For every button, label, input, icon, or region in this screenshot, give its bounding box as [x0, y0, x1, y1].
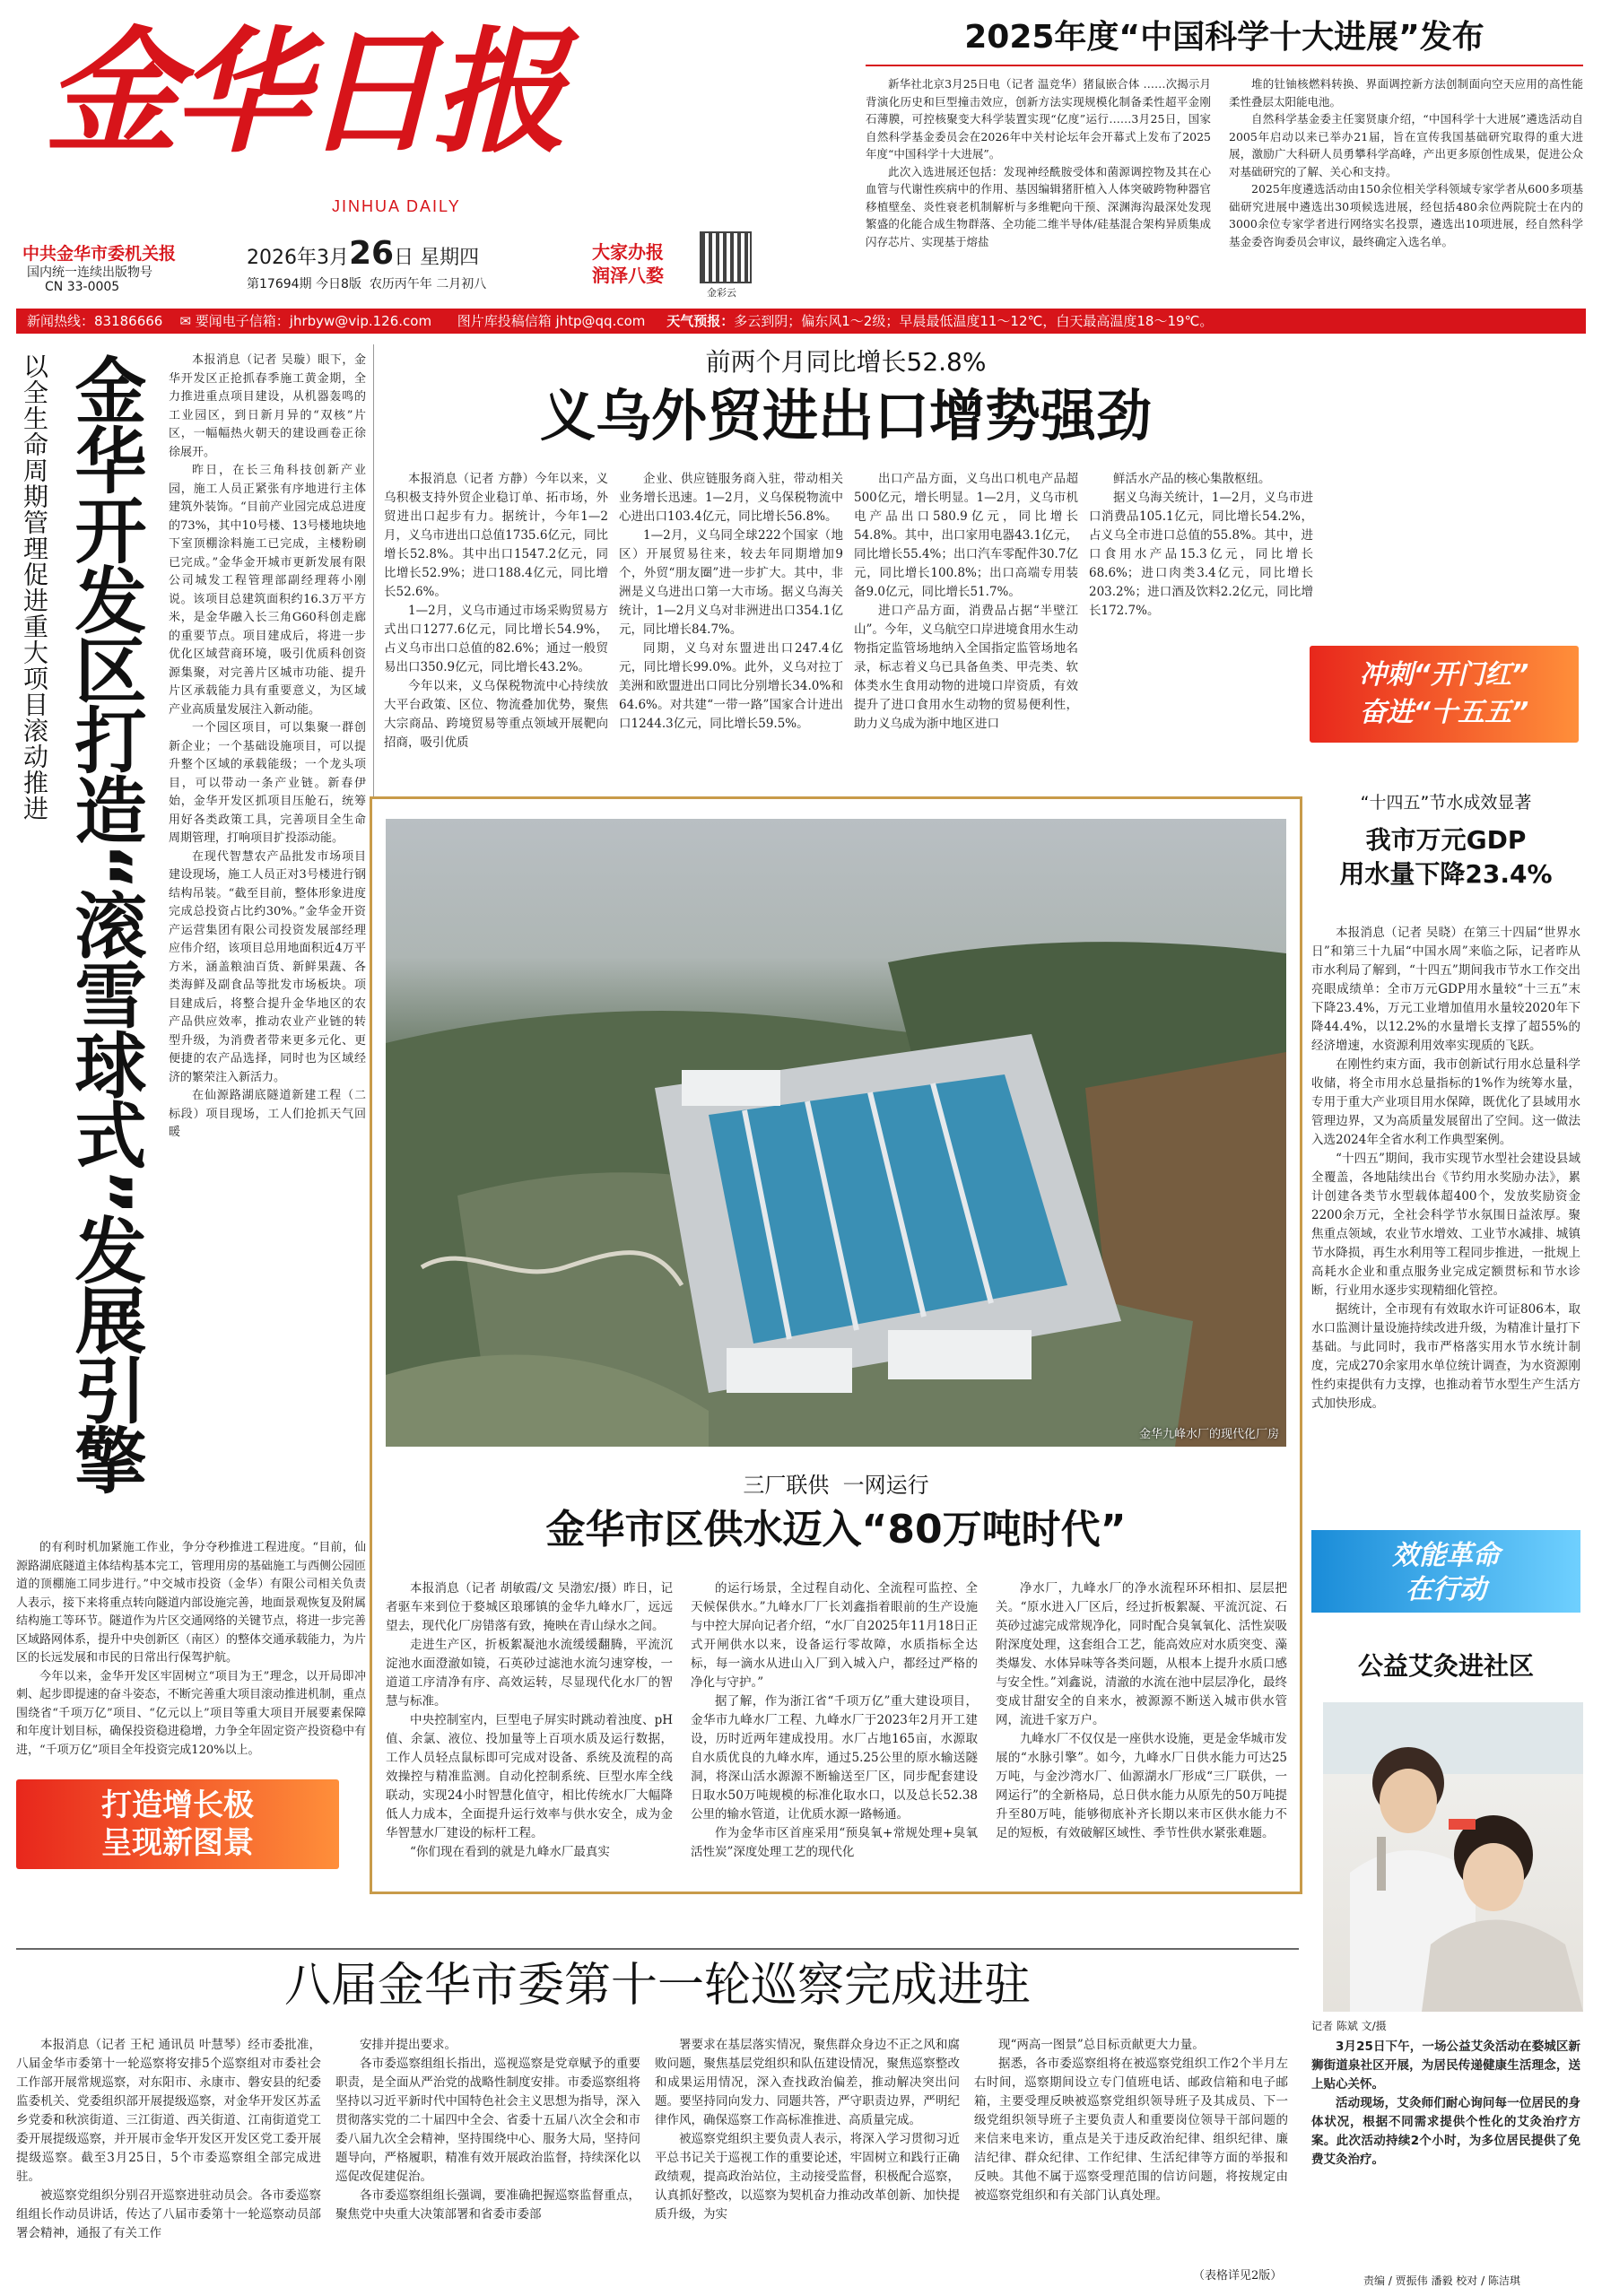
date-day: 26	[349, 235, 395, 272]
left-story-col1	[169, 352, 366, 1143]
issue-date	[247, 235, 479, 272]
sprint-banner-line-1: 冲刺“开门红”	[1359, 659, 1529, 691]
center-top-col3	[854, 470, 1078, 734]
water-story-col1	[386, 1579, 673, 1862]
left-story-subtitle: 以全生命周期管理促进重大项目滚动推进	[20, 353, 49, 822]
paragraph: 据了解，作为浙江省“千项万亿”重大建设项目，金华市九峰水厂工程、九峰水厂于2023年2月开工建设，历时近两年建成投用。水厂占地165亩，水源取自水质优良的九峰水库，通过5.25公里的原水输送隧洞，将深山活水源源不断输送至厂区，同步配套建设日取水50万吨规模的标准化取水口，以及总长52.38公里的输水管道，让优质水源一路畅通。	[691, 1694, 978, 1822]
moxibustion-body	[1311, 2038, 1580, 2170]
paragraph: 本报消息（记者 王杞 通讯员 叶慧琴）经市委批准，八届金华市委第十一轮巡察将安排5个巡察组对市委社会工作部开展常规巡察，对东阳市、永康市、磐安县的纪委监委机关、党委组织部开展提级巡察，对金华开发区苏孟乡党委和秋滨街道、三江街道、西关街道、江南街道党工委开展提级巡察，并开展市金华开发区开发区党工委开展提级巡察。截至3月25日，5个市委巡察组全部完成进驻。	[16, 2038, 321, 2184]
news-email[interactable]: 要闻电子信箱：jhrbyw@vip.126.com	[195, 313, 432, 329]
paragraph: 各市委巡察组组长指出，巡视巡察是党章赋予的重要职责，是全面从严治党的战略性制度安排。市委巡察组将坚持以习近平新时代中国特色社会主义思想为指导，深入贯彻落实党的二十届四中全会、省委十五届八次全会和市委八届九次全会精神，坚持围绕中心、服务大局，坚持问题导向，严格履职，精准有效开展政治监督，持续深化以巡促改促建促治。	[335, 2057, 640, 2184]
center-top-col2	[619, 470, 843, 734]
water-plant-illustration	[386, 819, 1286, 1447]
top-story-col1	[866, 75, 1211, 250]
serial-label: 国内统一连续出版物号	[27, 265, 152, 280]
sprint-banner[interactable]	[1310, 646, 1579, 743]
paragraph: 的运行场景，全过程自动化、全流程可监控、全天候保供水。”九峰水厂厂长刘鑫指着眼前的生产设施与中控大屏向记者介绍，“水厂自2025年11月18日正式开闸供水以来，设备运行零故障，水质指标全达标，每一滴水从进山入厂到入城入户，都经过严格的净化与守护。”	[691, 1581, 978, 1690]
paragraph: 现“两高一图景”总目标贡献更大力量。	[998, 2038, 1205, 2052]
paragraph: 据义乌海关统计，1—2月，义乌市进口消费品105.1亿元，同比增长54.2%，占义乌全市进口总值的55.8%。其中，进口食用水产品15.3亿元，同比增长68.6%；进口肉类3.4亿元，同比增长203.2%；进口酒及饮料2.2亿元，同比增长172.7%。	[1089, 491, 1313, 618]
water-saving-story	[1311, 789, 1580, 1534]
paragraph: 今年以来，金华开发区牢固树立“项目为王”理念，以开局即冲刺、起步即提速的奋斗姿态，不断完善重大项目滚动推进机制，重点围绕省“千项万亿”项目、“亿元以上”项目等重大项目开展要素保障和年度计划目标，确保投资稳进稳增，力争全年固定资产投资稳中有进，“千项万亿”项目全年投资完成120%以上。	[16, 1669, 366, 1757]
slogan-line-2: 润泽八婺	[592, 265, 664, 286]
paragraph: 九峰水厂不仅仅是一座供水设施，更是金华城市发展的“水脉引擎”。如今，九峰水厂日供水能力可达25万吨，与金沙湾水厂、仙源湖水厂形成“三厂联供，一网运行”的全新格局，总日供水能力从原先的50万吨提升至80万吨，能够彻底补齐长期以来市区供水能力不足的短板，有效破解区域性、季节性供水紧张难题。	[996, 1732, 1287, 1840]
paragraph: 中央控制室内，巨型电子屏实时跳动着浊度、pH值、余氯、液位、投加量等上百项水质及运行数据，工作人员轻点鼠标即可完成对设备、系统及流程的高效操控与精准监测。自动化控制系统、巨型水库全线联动，实现24小时智慧化值守，相比传统水厂大幅降低人力成本，全面提升运行效率与供水安全，成为金华智慧水厂建设的标杆工程。	[386, 1713, 673, 1840]
photo-email[interactable]: 图片库投稿信箱 jhtp@qq.com	[457, 313, 646, 329]
efficiency-banner-line-2: 在行动	[1406, 1574, 1486, 1605]
efficiency-banner[interactable]	[1311, 1530, 1580, 1613]
paragraph: 本报消息（记者 吴璇）眼下，金华开发区正抢抓春季施工黄金期，全力推进重点项目建设，从机器轰鸣的工业园区，到日新月异的“双核”片区，一幅幅热火朝天的建设画卷正徐徐展开。	[169, 353, 366, 459]
slogan-line-1: 大家办报	[592, 241, 664, 263]
water-story-box	[370, 796, 1302, 1894]
left-story-headline[interactable]: 金华开发区打造“滚雪球式”发展引擎	[63, 353, 146, 1494]
bottom-story-headline[interactable]: 八届金华市委第十一轮巡察完成进驻	[283, 1959, 1031, 2013]
paragraph: “你们现在看到的就是九峰水厂最真实	[410, 1845, 610, 1859]
paragraph: 本报消息（记者 胡敏霞/文 吴渤宏/摄）昨日，记者驱车来到位于婺城区琅琊镇的金华九峰水厂，远远望去，现代化厂房错落有致，掩映在青山绿水之间。	[386, 1581, 673, 1633]
left-story	[16, 344, 366, 1537]
slogan	[592, 240, 664, 287]
paragraph: 本报消息（记者 吴晓）在第三十四届“世界水日”和第三十九届“中国水周”来临之际，记者昨从市水利局了解到，“十四五”期间我市节水工作交出亮眼成绩单：全市万元GDP用水量较“十三五”末下降23.4%，万元工业增加值用水量较2020年下降44.4%，以12.2%的水量增长支撑了超55%的经济增速，水资源利用效率实现质的飞跃。	[1311, 926, 1580, 1053]
info-bar	[16, 309, 1586, 334]
paragraph: 新华社北京3月25日电（记者 温竞华）猪鼠嵌合体 ……次揭示月背演化历史和巨型撞击效应，创新方法实现规模化制备柔性超平金刚石薄膜，可控核聚变大科学装置实现“亿度”运行……3月25日，国家自然科学基金委员会在2026年中关村论坛年会开幕式上发布了2025年度“中国科学十大进展”。	[866, 77, 1211, 161]
qr-code[interactable]	[700, 231, 752, 283]
left-banner-line-1: 打造增长极	[101, 1787, 254, 1823]
paragraph: 今年以来，义乌保税物流中心持续放大平台政策、区位、物流叠加优势，聚焦大宗商品、跨境贸易等重点领域开展靶向招商，吸引优质	[384, 679, 608, 750]
cn-number: CN 33-0005	[45, 280, 120, 294]
paragraph: 据统计，全市现有有效取水许可证806本，取水口监测计量设施持续改进升级，为精准计量打下基础。与此同时，我市严格落实用水节水统计制度，完成270余家用水单位统计调查，为水资源刚性约束提供有力支撑，也推动着节水型生产生活方式加快形成。	[1311, 1302, 1580, 1411]
bottom-story-note[interactable]: （表格详见2版）	[1193, 2269, 1283, 2283]
paragraph: 本报消息（记者 方静）今年以来，义乌积极支持外贸企业稳订单、拓市场，外贸进出口起步有力。据统计，今年1—2月，义乌市进出口总值1735.6亿元，同比增长52.8%。其中出口1547.2亿元，同比增长52.9%；进口188.4亿元，同比增长52.6%。	[384, 472, 608, 599]
paragraph: 各市委巡察组组长强调，要准确把握巡察监督重点，聚焦党中央重大决策部署和省委市委部	[335, 2188, 640, 2222]
water-story-headline[interactable]: 金华市区供水迈入“80万吨时代”	[545, 1507, 1127, 1552]
paragraph: 活动现场，艾灸师们耐心询问每一位居民的身体状况，根据不同需求提供个性化的艾灸治疗方案。此次活动持续2个小时，为多位居民提供了免费艾灸治疗。	[1311, 2096, 1580, 2167]
date-prefix: 2026年3月	[247, 247, 349, 269]
center-top-col4	[1089, 470, 1313, 621]
top-story	[866, 16, 1583, 299]
party-organ: 中共金华市委机关报	[22, 244, 177, 264]
masthead-english: JINHUA DAILY	[332, 197, 461, 215]
water-story-kicker: 三厂联供 一网运行	[743, 1473, 929, 1498]
qr-label: 金彩云	[707, 287, 736, 299]
paragraph: “十四五”期间，我市实现节水型社会建设县域全覆盖，各地陆续出台《节约用水奖励办法》，累计创建各类节水型载体超400个，发放奖励资金2200余万元，全社会科学节水氛围日益浓厚。聚焦重点领域，农业节水增效、工业节水减排、城镇节水降损，再生水利用等工程同步推进，一批规上高耗水企业和重点服务业完成定额贯标和节水诊断，行业用水逐步实现精细化管控。	[1311, 1152, 1580, 1298]
left-banner-line-2: 呈现新图景	[101, 1825, 254, 1861]
top-story-headline[interactable]: 2025年度“中国科学十大进展”发布	[866, 16, 1583, 66]
sprint-banner-line-2: 奋进“十五五”	[1359, 697, 1529, 728]
bottom-story-col2	[335, 2036, 640, 2224]
masthead	[18, 9, 861, 305]
paragraph: 1—2月，义乌市通过市场采购贸易方式出口1277.6亿元，同比增长54.9%，占义乌市出口总值的82.6%；通过一般贸易出口350.9亿元，同比增长43.2%。	[384, 604, 608, 674]
water-saving-kicker: “十四五”节水成效显著	[1360, 793, 1532, 813]
water-story-col3	[996, 1579, 1287, 1843]
paragraph: 据悉，各市委巡察组将在被巡察党组织工作2个半月左右时间，巡察期间设立专门值班电话、邮政信箱和电子邮箱，主要受理反映被巡察党组织领导班子及其成员、下一级党组织领导班子主要负责人和重要岗位领导干部问题的来信来电来访，重点是关于违反政治纪律、组织纪律、廉洁纪律、群众纪律、工作纪律、生活纪律等方面的举报和反映。其他不属于巡察受理范围的信访问题，将按规定由被巡察党组织和有关部门认真处理。	[974, 2057, 1288, 2203]
paragraph: 被巡察党组织主要负责人表示，将深入学习贯彻习近平总书记关于巡视工作的重要论述，牢固树立和践行正确政绩观，提高政治站位，主动接受监督，积极配合巡察，认真抓好整改，以巡察为契机奋力推动改革创新、加快提质升级，为实	[655, 2132, 960, 2222]
water-story-col2	[691, 1579, 978, 1862]
paragraph: 2025年度遴选活动由150余位相关学科领域专家学者从600多项基础研究进展中遴选出30项候选进展，经包括480余位两院院士在内的3000余位专家学者进行网络实名投票，遴选出10项进展，经自然科学基金委咨询委员会审议，最终确定入选名单。	[1229, 182, 1583, 248]
weather-label: 天气预报：	[666, 313, 735, 329]
weather-forecast: 多云到阴；偏东风1～2级；早晨最低温度11～12℃，白天最高温度18～19℃。	[734, 313, 1214, 329]
left-story-bottom	[16, 1539, 366, 1760]
paragraph: 鲜活水产品的核心集散枢纽。	[1113, 472, 1271, 486]
bottom-story-col4	[974, 2036, 1288, 2205]
issue-number	[247, 274, 486, 292]
lunar-date: 农历丙午年 二月初八	[369, 277, 487, 291]
moxibustion-credit: 记者 陈斌 文/摄	[1311, 2020, 1387, 2032]
bottom-story-col3	[655, 2036, 960, 2224]
paragraph: 被巡察党组织分别召开巡察进驻动员会。各市委巡察组组长作动员讲话，传达了八届市委第十一轮巡察动员部署会精神，通报了有关工作	[16, 2188, 321, 2240]
moxibustion-illustration	[1323, 1702, 1583, 2012]
center-top-headline[interactable]: 义乌外贸进出口增势强劲	[539, 383, 1152, 448]
water-plant-photo[interactable]	[386, 819, 1286, 1447]
water-saving-headline-1[interactable]: 我市万元GDP	[1365, 825, 1527, 855]
paragraph: 在刚性约束方面，我市创新试行用水总量科学收储，将全市用水总量指标的1%作为统筹水量，专用于重大产业项目用水保障，既优化了县域用水管理边界，又为高质量发展留出了空间。这一做法入选2024年全省水利工作典型案例。	[1311, 1057, 1580, 1147]
bottom-divider	[16, 1948, 1299, 1950]
left-banner[interactable]	[16, 1779, 339, 1869]
water-saving-body	[1311, 924, 1580, 1413]
paragraph: 企业、供应链服务商入驻，带动相关业务增长迅速。1—2月，义乌保税物流中心进出口103.4亿元，同比增长56.8%。	[619, 472, 843, 524]
masthead-logo: 金华日报	[45, 13, 562, 171]
hotline[interactable]: 新闻热线：83186666	[27, 313, 163, 329]
paragraph: 一个园区项目，可以集聚一群创新企业；一个基础设施项目，可以提升整个区域的承载能级；一个龙头项目，可以带动一条产业链。新春伊始，金华开发区抓项目压舱石，统筹用好各类政策工具，完善项目全生命周期管理，打响项目扩投添动能。	[169, 721, 366, 845]
date-suffix: 日 星期四	[394, 247, 480, 269]
paragraph: 自然科学基金委主任窦贤康介绍，“中国科学十大进展”遴选活动自2005年启动以来已举办21届，旨在宣传我国基础研究取得的重大进展，激励广大科研人员勇攀科学高峰，产出更多原创性成果，促进公众对基础研究的了解、关心和支持。	[1229, 112, 1583, 178]
efficiency-banner-line-1: 效能革命	[1392, 1540, 1500, 1571]
paragraph: 3月25日下午，一场公益艾灸活动在婺城区新狮街道泉社区开展，为居民传递健康生活理念，送上贴心关怀。	[1311, 2039, 1580, 2092]
page-footer: 责编 / 贾振伟 潘毅 校对 / 陈洁琪	[1363, 2274, 1520, 2287]
moxibustion-photo[interactable]	[1323, 1702, 1583, 2012]
paragraph: 同期，义乌对东盟进出口247.4亿元，同比增长99.0%。此外，义乌对拉丁美洲和欧盟进出口同比分别增长34.0%和64.6%。对共建“一带一路”国家合计进出口1244.3亿元，同比增长59.5%。	[619, 641, 843, 731]
paragraph: 作为金华市区首座采用“预臭氧+常规处理+臭氧活性炭”深度处理工艺的现代化	[691, 1826, 978, 1859]
bottom-story-col1	[16, 2036, 321, 2243]
paragraph: 署要求在基层落实情况，聚焦群众身边不正之风和腐败问题，聚焦基层党组织和队伍建设情况，聚焦巡察整改和成果运用情况，深入查找政治偏差，推动解决突出问题。要坚持同向发力、同题共答，严守职责边界，严明纪律作风，确保巡察工作高标准推进、高质量完成。	[655, 2038, 960, 2127]
paragraph: 此次入选进展还包括：发现神经酰胺受体和菌源调控物及其在心血管与代谢性疾病中的作用、基因编辑猪肝植入人体突破跨物种器官移植壁垒、炎性衰老机制解析与多维靶向干预、深渊海沟最深处发现繁盛的化能合成生物群落、全功能二维半导体/硅基混合架构异质集成闪存芯片、实现基于熔盐	[866, 164, 1211, 248]
center-top-col1	[384, 470, 608, 752]
moxibustion-headline[interactable]: 公益艾灸进社区	[1357, 1651, 1534, 1681]
paragraph: 堆的钍铀核燃料转换、界面调控新方法创制面向空天应用的高性能柔性叠层太阳能电池。	[1229, 77, 1583, 109]
water-saving-headline-2[interactable]: 用水量下降23.4%	[1339, 859, 1553, 889]
paragraph: 进口产品方面，消费品占据“半壁江山”。今年，义乌航空口岸进境食用水生动物指定监管场地纳入全国指定监管场地名录，标志着义乌已具备鱼类、甲壳类、软体类水生食用动物的进境口岸资质，有效提升了进口食用水生动物的贸易便利性，助力义乌成为浙中地区进口	[854, 604, 1078, 731]
paragraph: 昨日，在长三角科技创新产业园，施工人员正紧张有序地进行主体建筑外装饰。“目前产业园完成总进度的73%，其中10号楼、13号楼地块地下室顶棚涂料施工已完成，主楼粉刷已完成。”金华金开城市更新发展有限公司城发工程管理部副经理蒋小刚说。该项目总建筑面积约16.3万平方米，是金华融入长三角G60科创走廊的重要节点。项目建成后，将进一步优化区域营商环境，吸引优质科创资源集聚，对完善片区城市功能、提升片区承载能力具有重要意义，为区域产业高质量发展注入新动能。	[169, 464, 366, 717]
email-icon: ✉	[179, 313, 192, 329]
paragraph: 的有利时机加紧施工作业，争分夺秒推进工程进度。“目前，仙源路湖底隧道主体结构基本完工，管理用房的基础施工与西侧公园匝道的顶棚施工同步进行。”中交城市投资（金华）有限公司相关负责人表示，接下来将重点转向隧道内部设施完善，地面景观恢复及附属结构施工等环节。隧道作为片区交通网络的关键节点，将进一步完善区域路网体系，提升中央创新区（南区）的整体交通承载能力，为片区的长远发展和市民的日常出行保驾护航。	[16, 1541, 366, 1665]
paragraph: 安排并提出要求。	[360, 2038, 457, 2052]
issue-count: 第17694期 今日8版	[247, 277, 361, 291]
paragraph: 1—2月，义乌同全球222个国家（地区）开展贸易往来，较去年同期增加9个，外贸“朋友圈”进一步扩大。其中，非洲是义乌进出口第一大市场。据义乌海关统计，1—2月义乌对非洲进出口354.1亿元，同比增长84.7%。	[619, 528, 843, 637]
paragraph: 走进生产区，折板絮凝池水流缓缓翻腾，平流沉淀池水面澄澈如镜，石英砂过滤池水流匀速穿梭，一道道工序清净有序、高效运转，尽显现代化水厂的智慧与标准。	[386, 1638, 673, 1709]
paragraph: 在仙源路湖底隧道新建工程（二标段）项目现场，工人们抢抓天气回暖	[169, 1089, 366, 1139]
center-top-kicker: 前两个月同比增长52.8%	[705, 347, 987, 377]
photo-caption: 金华九峰水厂的现代化厂房	[1138, 1428, 1279, 1441]
paragraph: 在现代智慧农产品批发市场项目建设现场，施工人员正对3号楼进行钢结构吊装。“截至目前，整体形象进度完成总投资占比约30%。”金华金开资产运营集团有限公司投资发展部经理应伟介绍，该项目总用地面积近4万平方米，涵盖粮油百货、新鲜果蔬、各类海鲜及副食品等批发市场板块。项目建成后，将整合提升金华地区的农产品供应效率，推动农业产业链的转型升级，为消费者带来更多元化、更便捷的农产品选择，同时也为区域经济的繁荣注入新活力。	[169, 849, 366, 1084]
paragraph: 净水厂，九峰水厂的净水流程环环相扣、层层把关。“原水进入厂区后，经过折板絮凝、平流沉淀、石英砂过滤完成常规净化，同时配合臭氧氧化、活性炭吸附深度处理，这套组合工艺，能高效应对水质突变、藻类爆发、水体异味等各类问题，从根本上提升水质口感与安全性。”刘鑫说，清澈的水流在池中层层净化，最终变成甘甜安全的自来水，被源源不断送入城市供水管网，流进千家万户。	[996, 1581, 1287, 1727]
top-story-col2	[1229, 75, 1583, 250]
paragraph: 出口产品方面，义乌出口机电产品超500亿元，增长明显。1—2月，义乌市机电产品出口580.9亿元，同比增长54.8%。其中，出口家用电器43.1亿元，同比增长55.4%；出口汽车零配件30.7亿元，同比增长100.8%；出口高端专用装备9.0亿元，同比增长51.7%。	[854, 472, 1078, 599]
